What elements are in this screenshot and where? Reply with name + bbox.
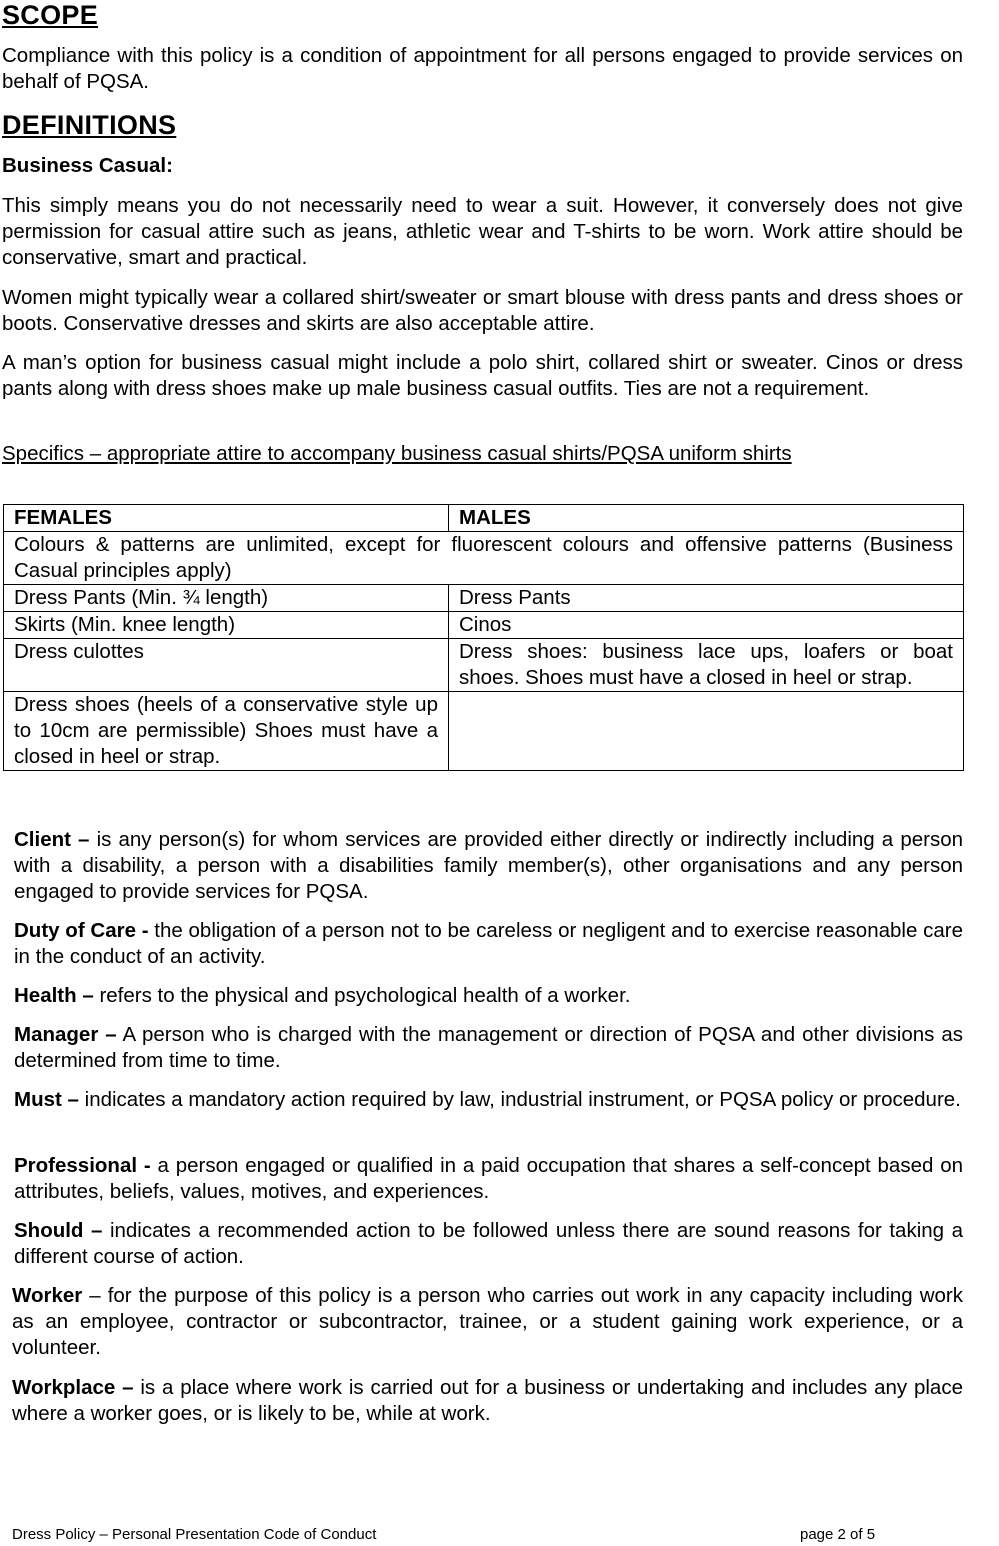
term-label: Client – — [14, 828, 90, 851]
term-label: Health – — [14, 984, 94, 1007]
male-item — [449, 692, 964, 771]
male-item: Dress shoes: business lace ups, loafers or boat shoes. Shoes must have a closed in heel or strap. — [449, 639, 964, 692]
female-item: Skirts (Min. knee length) — [4, 612, 449, 639]
female-item: Dress Pants (Min. ¾ length) — [4, 585, 449, 612]
attire-table — [3, 504, 964, 771]
term-text: indicates a recommended action to be followed unless there are sound reasons for taking a different course of action. — [14, 1219, 963, 1268]
definition-client — [14, 827, 963, 905]
business-casual-title: Business Casual: — [2, 154, 173, 177]
term-label: Duty of Care - — [14, 919, 149, 942]
term-label: Worker — [12, 1284, 83, 1307]
term-text: indicates a mandatory action required by law, industrial instrument, or PQSA policy or procedure. — [78, 1088, 961, 1111]
header-males: MALES — [449, 505, 964, 532]
male-item: Cinos — [449, 612, 964, 639]
definition-duty-of-care — [14, 918, 963, 970]
term-text: is any person(s) for whom services are provided either directly or indirectly including a person with a disability, a person with a disabilities family member(s), other organisations and any person engaged to provide services for PQSA. — [14, 828, 963, 903]
header-females: FEMALES — [4, 505, 449, 532]
term-label: Workplace – — [12, 1376, 134, 1399]
term-text: is a place where work is carried out for a business or undertaking and includes any place where a worker goes, or is likely to be, while at work. — [12, 1376, 963, 1425]
definition-workplace — [12, 1375, 963, 1427]
footer-title: Dress Policy – Personal Presentation Code of Conduct — [12, 1526, 377, 1543]
definition-must — [14, 1087, 963, 1113]
scope-heading: SCOPE — [2, 0, 99, 30]
colours-note: Colours & patterns are unlimited, except for fluorescent colours and offensive patterns (Business Casual principles apply) — [4, 532, 964, 585]
male-item: Dress Pants — [449, 585, 964, 612]
definition-worker — [12, 1283, 963, 1361]
female-item: Dress culottes — [4, 639, 449, 692]
term-text: refers to the physical and psychological health of a worker. — [93, 984, 631, 1007]
female-item: Dress shoes (heels of a conservative style up to 10cm are permissible) Shoes must have a closed in heel or strap. — [4, 692, 449, 771]
term-label: Should – — [14, 1219, 103, 1242]
business-casual-paragraph-2: Women might typically wear a collared shirt/sweater or smart blouse with dress pants and dress shoes or boots. Conservative dresses and skirts are also acceptable attire. — [2, 286, 963, 335]
page-number: page 2 of 5 — [800, 1526, 876, 1543]
term-text: a person engaged or qualified in a paid occupation that shares a self-concept based on attributes, beliefs, values, motives, and experiences. — [14, 1154, 963, 1203]
definition-manager — [14, 1022, 963, 1074]
business-casual-paragraph-1: This simply means you do not necessarily need to wear a suit. However, it conversely does not give permission for casual attire such as jeans, athletic wear and T-shirts to be worn. Work attire should be conservative, smart and practical. — [2, 194, 963, 269]
term-text: A person who is charged with the management or direction of PQSA and other divisions as determined from time to time. — [14, 1023, 963, 1072]
term-label: Must – — [14, 1088, 79, 1111]
table-row — [4, 692, 964, 771]
term-label: Manager – — [14, 1023, 117, 1046]
table-row — [4, 612, 964, 639]
definition-professional — [14, 1153, 963, 1205]
table-row — [4, 585, 964, 612]
definitions-heading: DEFINITIONS — [2, 110, 177, 140]
term-text: – for the purpose of this policy is a person who carries out work in any capacity including work as an employee, contractor or subcontractor, trainee, or a student gaining work experience, or a volunteer. — [12, 1284, 963, 1359]
definition-health — [14, 983, 963, 1009]
table-row — [4, 532, 964, 585]
term-label: Professional - — [14, 1154, 151, 1177]
business-casual-paragraph-3: A man’s option for business casual might include a polo shirt, collared shirt or sweater. Cinos or dress pants along with dress shoes make up male business casual outfits. Ties are not a requirement. — [2, 351, 963, 400]
scope-text: Compliance with this policy is a condition of appointment for all persons engaged to provide services on behalf of PQSA. — [2, 44, 963, 93]
definition-should — [14, 1218, 963, 1270]
table-row — [4, 639, 964, 692]
term-text: the obligation of a person not to be careless or negligent and to exercise reasonable care in the conduct of an activity. — [14, 919, 963, 968]
specifics-heading: Specifics – appropriate attire to accompany business casual shirts/PQSA uniform shirts — [2, 442, 792, 465]
table-header-row — [4, 505, 964, 532]
